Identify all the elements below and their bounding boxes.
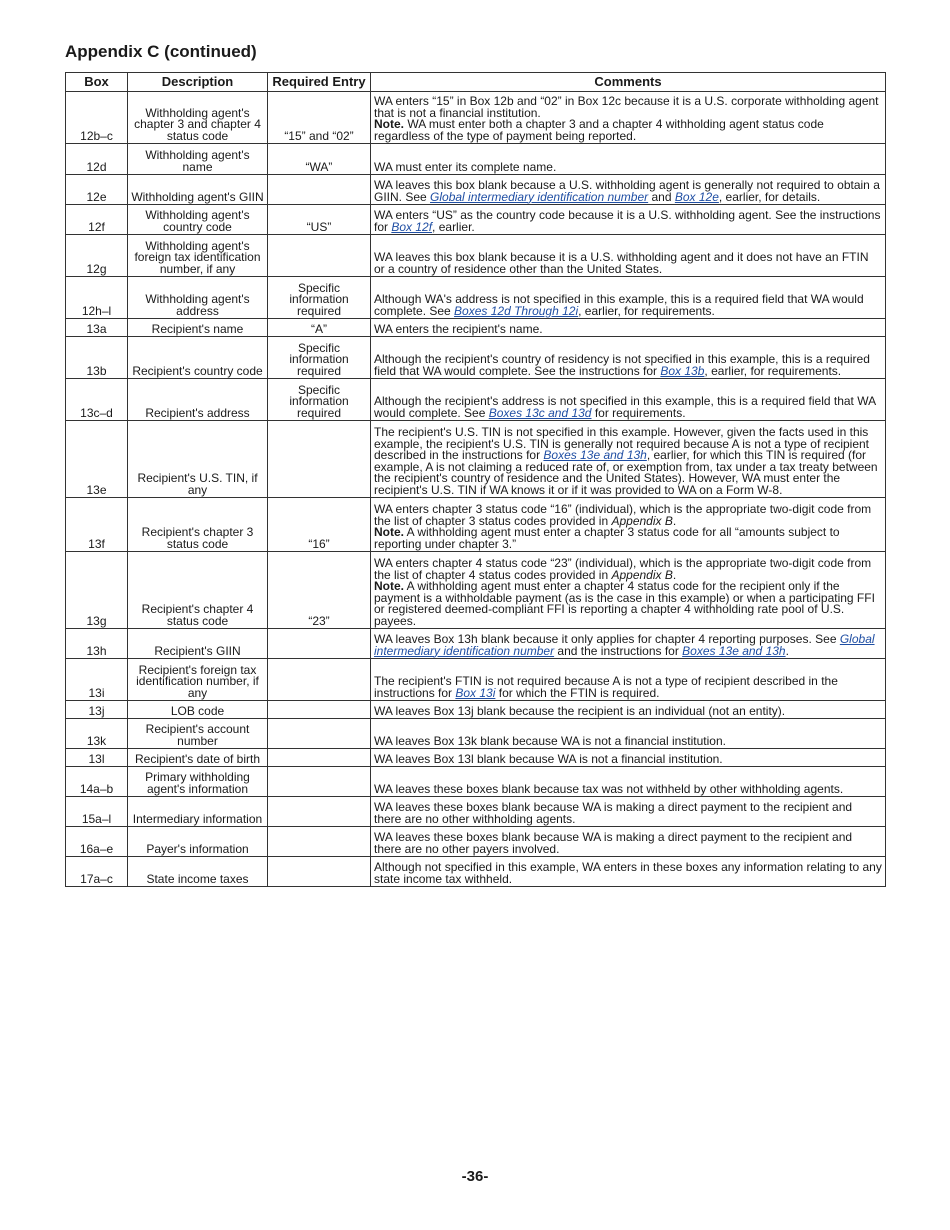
table-row <box>66 235 886 277</box>
comments-cell <box>371 144 886 175</box>
box-cell: 15a–l <box>66 797 128 827</box>
description-cell: Recipient's U.S. TIN, if any <box>128 421 268 498</box>
note-label: Note. <box>374 579 404 593</box>
box-cell: 12f <box>66 205 128 235</box>
reference-link[interactable]: Boxes 13c and 13d <box>488 405 592 420</box>
table-row <box>66 498 886 552</box>
table-row <box>66 827 886 857</box>
table-row <box>66 337 886 379</box>
box-cell: 13l <box>66 749 128 767</box>
description-cell: Withholding agent's address <box>128 277 268 319</box>
table-row <box>66 205 886 235</box>
required-entry-cell <box>268 659 371 701</box>
box-cell: 12g <box>66 235 128 277</box>
comment-text: , earlier, for which this TIN is required (for example, A is not claiming a reduced rate of, or exemption from, tax under a tax treaty between the recipient's country of residence and the United States). However, WA must enter the recipient's U.S. TIN if WA knows it or if it was provided to WA on a Form W-8. <box>374 448 878 497</box>
description-cell: State income taxes <box>128 857 268 887</box>
box-cell: 13e <box>66 421 128 498</box>
comments-cell <box>371 337 886 379</box>
description-cell: Recipient's country code <box>128 337 268 379</box>
description-cell: Recipient's chapter 4 status code <box>128 552 268 629</box>
comment-text: WA leaves Box 13h blank because it only applies for chapter 4 reporting purposes. See <box>374 632 840 646</box>
comments-cell <box>371 319 886 337</box>
required-entry-cell: “16” <box>268 498 371 552</box>
table-row <box>66 767 886 797</box>
reference-link[interactable]: Box 12f <box>391 219 433 234</box>
comment-text: WA leaves these boxes blank because WA is making a direct payment to the recipient and there are no other withholding agents. <box>374 800 853 826</box>
column-header-required-entry: Required Entry <box>268 73 371 92</box>
box-cell: 12h–l <box>66 277 128 319</box>
comment-text: . <box>672 513 677 528</box>
required-entry-cell <box>268 719 371 749</box>
table-row <box>66 421 886 498</box>
table-row <box>66 379 886 421</box>
box-cell: 13b <box>66 337 128 379</box>
comments-cell <box>371 498 886 552</box>
table-row <box>66 92 886 144</box>
comment-text: . <box>672 567 677 582</box>
description-cell: Recipient's date of birth <box>128 749 268 767</box>
table-row <box>66 175 886 205</box>
description-cell: Recipient's address <box>128 379 268 421</box>
required-entry-cell <box>268 827 371 857</box>
comment-text: WA leaves Box 13j blank because the recipient is an individual (not an entity). <box>374 703 786 718</box>
required-entry-cell: Specific information required <box>268 277 371 319</box>
comment-text: WA leaves Box 13l blank because WA is not a financial institution. <box>374 751 723 766</box>
reference-link[interactable]: Global intermediary identification number <box>374 632 875 658</box>
page-number: -36- <box>461 1168 489 1185</box>
required-entry-cell <box>268 749 371 767</box>
appendix-reference: Appendix B <box>611 567 673 582</box>
required-entry-cell <box>268 857 371 887</box>
box-cell: 13g <box>66 552 128 629</box>
reference-link[interactable]: Box 13b <box>660 363 705 378</box>
comments-cell <box>371 379 886 421</box>
comment-text: Although the recipient's address is not specified in this example, this is a required field that WA would complete. See <box>374 394 876 420</box>
reference-link[interactable]: Box 12e <box>674 189 719 204</box>
table-row <box>66 857 886 887</box>
comments-cell <box>371 857 886 887</box>
description-cell: Recipient's foreign tax identification number, if any <box>128 659 268 701</box>
column-header-box: Box <box>66 73 128 92</box>
comment-text: A withholding agent must enter a chapter 4 status code for the recipient only if the payment is a withholdable payment (as is the case in this example) or when a participating FFI or registered deemed-compliant FFI is reporting a chapter 4 withholding rate pool of U.S. payees. <box>374 579 875 628</box>
box-cell: 13h <box>66 629 128 659</box>
comment-text: Although WA's address is not specified in this example, this is a required field that WA would complete. See <box>374 292 864 318</box>
comment-text: WA enters chapter 3 status code “16” (individual), which is the appropriate two-digit code from the list of chapter 3 status codes provided in <box>374 502 872 528</box>
reference-link[interactable]: Box 13i <box>455 685 496 700</box>
required-entry-cell <box>268 797 371 827</box>
appendix-c-table <box>65 72 886 887</box>
comment-text: WA leaves this box blank because a U.S. withholding agent is generally not required to obtain a GIIN. See <box>374 178 880 204</box>
required-entry-cell <box>268 235 371 277</box>
comments-cell <box>371 719 886 749</box>
comment-text: Although the recipient's country of residency is not specified in this example, this is a required field that WA would complete. See the instructions for <box>374 352 870 378</box>
table-row <box>66 277 886 319</box>
box-cell: 12b–c <box>66 92 128 144</box>
box-cell: 14a–b <box>66 767 128 797</box>
comments-cell <box>371 175 886 205</box>
reference-link[interactable]: Boxes 13e and 13h <box>543 448 647 462</box>
description-cell: Recipient's name <box>128 319 268 337</box>
comments-cell <box>371 749 886 767</box>
required-entry-cell <box>268 767 371 797</box>
comment-text: and the instructions for <box>554 643 683 658</box>
box-cell: 13c–d <box>66 379 128 421</box>
reference-link[interactable]: Boxes 13e and 13h <box>682 643 786 658</box>
comments-cell <box>371 797 886 827</box>
comment-text: , earlier, for details. <box>718 189 821 204</box>
comment-text: The recipient's U.S. TIN is not specified in this example. However, given the facts used in this example, the recipient's U.S. TIN is generally not required because A is not a type of recipient described in the instructions for <box>374 425 870 462</box>
comments-cell <box>371 421 886 498</box>
comments-cell <box>371 205 886 235</box>
comment-text: for requirements. <box>591 405 686 420</box>
comment-text: WA leaves this box blank because it is a U.S. withholding agent and it does not have an FTIN or a country of residence other than the United States. <box>374 250 869 276</box>
required-entry-cell: Specific information required <box>268 337 371 379</box>
table-row <box>66 319 886 337</box>
comment-text: for which the FTIN is required. <box>495 685 660 700</box>
required-entry-cell <box>268 629 371 659</box>
box-cell: 16a–e <box>66 827 128 857</box>
description-cell: Withholding agent's GIIN <box>128 175 268 205</box>
table-row <box>66 552 886 629</box>
required-entry-cell: “US” <box>268 205 371 235</box>
table-row <box>66 719 886 749</box>
comments-cell <box>371 277 886 319</box>
box-cell: 13f <box>66 498 128 552</box>
table-row <box>66 659 886 701</box>
required-entry-cell: “23” <box>268 552 371 629</box>
comments-cell <box>371 827 886 857</box>
column-header-description: Description <box>128 73 268 92</box>
comment-text: and <box>648 189 675 204</box>
box-cell: 13i <box>66 659 128 701</box>
required-entry-cell: “WA” <box>268 144 371 175</box>
comments-cell <box>371 659 886 701</box>
reference-link[interactable]: Boxes 12d Through 12i <box>454 303 579 318</box>
note-label: Note. <box>374 525 404 539</box>
comments-cell <box>371 629 886 659</box>
box-cell: 13a <box>66 319 128 337</box>
required-entry-cell: Specific information required <box>268 379 371 421</box>
table-row <box>66 749 886 767</box>
box-cell: 12d <box>66 144 128 175</box>
comment-text: WA leaves Box 13k blank because WA is not a financial institution. <box>374 733 726 748</box>
comment-text: , earlier. <box>432 219 475 234</box>
box-cell: 12e <box>66 175 128 205</box>
comment-text: Although not specified in this example, WA enters in these boxes any information relating to any state income tax withheld. <box>374 860 882 886</box>
comment-text: WA enters “US” as the country code because it is a U.S. withholding agent. See the instructions for <box>374 208 881 234</box>
required-entry-cell <box>268 421 371 498</box>
comment-text: WA enters “15” in Box 12b and “02” in Box 12c because it is a U.S. corporate withholding agent that is not a financial institution. <box>374 94 879 120</box>
comments-cell <box>371 235 886 277</box>
table-row <box>66 701 886 719</box>
comment-text: . <box>785 643 789 658</box>
comment-text: WA must enter its complete name. <box>374 159 557 174</box>
appendix-reference: Appendix B <box>611 513 673 528</box>
comments-cell <box>371 92 886 144</box>
description-cell: Recipient's chapter 3 status code <box>128 498 268 552</box>
description-cell: Primary withholding agent's information <box>128 767 268 797</box>
comment-text: A withholding agent must enter a chapter 3 status code for all “amounts subject to reporting under chapter 3.” <box>374 525 840 551</box>
table-row <box>66 144 886 175</box>
table-row <box>66 629 886 659</box>
column-header-comments: Comments <box>371 73 886 92</box>
comment-text: , earlier, for requirements. <box>704 363 842 378</box>
reference-link[interactable]: Global intermediary identification number <box>430 189 649 204</box>
comment-text: WA must enter both a chapter 3 and a chapter 4 withholding agent status code regardless of the type of payment being reported. <box>374 117 824 143</box>
table-body <box>66 92 886 887</box>
required-entry-cell <box>268 701 371 719</box>
box-cell: 13j <box>66 701 128 719</box>
comments-cell <box>371 767 886 797</box>
table-header-row <box>66 73 886 92</box>
description-cell: Withholding agent's country code <box>128 205 268 235</box>
box-cell: 13k <box>66 719 128 749</box>
description-cell: LOB code <box>128 701 268 719</box>
description-cell: Recipient's account number <box>128 719 268 749</box>
comment-text: WA leaves these boxes blank because WA is making a direct payment to the recipient and there are no other payers involved. <box>374 830 853 856</box>
comment-text: WA enters chapter 4 status code “23” (individual), which is the appropriate two-digit code from the list of chapter 4 status codes provided in <box>374 556 872 582</box>
page-title: Appendix C (continued) <box>65 42 257 61</box>
comment-text: WA leaves these boxes blank because tax was not withheld by other withholding agents. <box>374 781 844 796</box>
comment-text: WA enters the recipient's name. <box>374 321 543 336</box>
note-label: Note. <box>374 117 404 131</box>
required-entry-cell: “A” <box>268 319 371 337</box>
comments-cell <box>371 701 886 719</box>
required-entry-cell <box>268 175 371 205</box>
description-cell: Withholding agent's chapter 3 and chapter 4 status code <box>128 92 268 144</box>
table-row <box>66 797 886 827</box>
comment-text: , earlier, for requirements. <box>578 303 715 318</box>
required-entry-cell: “15” and “02” <box>268 92 371 144</box>
comments-cell <box>371 552 886 629</box>
description-cell: Withholding agent's foreign tax identification number, if any <box>128 235 268 277</box>
description-cell: Withholding agent's name <box>128 144 268 175</box>
box-cell: 17a–c <box>66 857 128 887</box>
description-cell: Intermediary information <box>128 797 268 827</box>
description-cell: Payer's information <box>128 827 268 857</box>
description-cell: Recipient's GIIN <box>128 629 268 659</box>
comment-text: The recipient's FTIN is not required because A is not a type of recipient described in the instructions for <box>374 674 838 700</box>
